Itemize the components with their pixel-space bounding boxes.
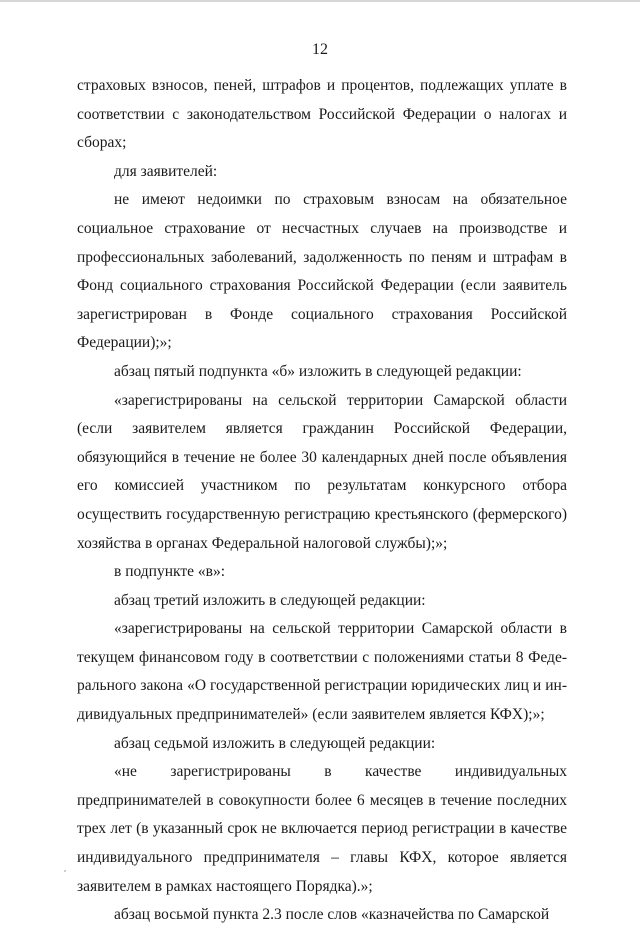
page-top-edge xyxy=(0,0,640,2)
paragraph: страховых взносов, пеней, штрафов и процентов, подлежащих уплате в соответствии с законодательством Российской Федерации о налогах и сборах; xyxy=(77,77,567,152)
paragraph: абзац восьмой пункта 2.3 после слов «казначейства по Самарской xyxy=(114,906,550,924)
scan-speck xyxy=(64,870,66,872)
paragraph: абзац седьмой изложить в следующей редакции: xyxy=(114,734,436,752)
document-body xyxy=(77,72,567,930)
paragraph: «зарегистрированы на сельской территории Самарской области в текущем финансовом году в соответствии с положениями статьи 8 Федерального закона «О государственной регистрации юридических лиц и индивидуальных предпринимателей» (если заявителем является КФХ);»; xyxy=(77,620,567,724)
paragraph: для заявителей: xyxy=(114,162,218,180)
paragraph: «зарегистрированы на сельской территории Самарской области (если заявителем является гражданин Российской Федерации, обязующийся в течение не более 30 календарных дней после объявления его комиссией участником по результатам конкурсного отбора осуществить государственную регистрацию крестьянского (фермерского) хозяйства в органах Федеральной налоговой службы);»; xyxy=(77,391,567,552)
paragraph: в подпункте «в»: xyxy=(114,563,225,581)
paragraph: абзац третий изложить в следующей редакции: xyxy=(114,591,426,609)
page-number: 12 xyxy=(312,41,328,58)
paragraph: абзац пятый подпункта «б» изложить в следующей редакции: xyxy=(114,362,522,380)
paragraph: «не зарегистрированы в качестве индивидуальных предпринимателей в совокупности более 6 месяцев в течение последних трех лет (в указанный срок не включается период регистрации в качестве индивидуального предпринимателя – главы КФХ, которое является заявителем в рамках настоящего Порядка).»; xyxy=(77,763,567,895)
paragraph: не имеют недоимки по страховым взносам на обязательное социальное страхование от несчастных случаев на производстве и профессиональных заболеваний, задолженность по пеням и штрафам в Фонд социального страхования Российской Федерации (если заявитель зарегистрирован в Фонде социального страхования Российской Федерации);»; xyxy=(77,191,567,352)
